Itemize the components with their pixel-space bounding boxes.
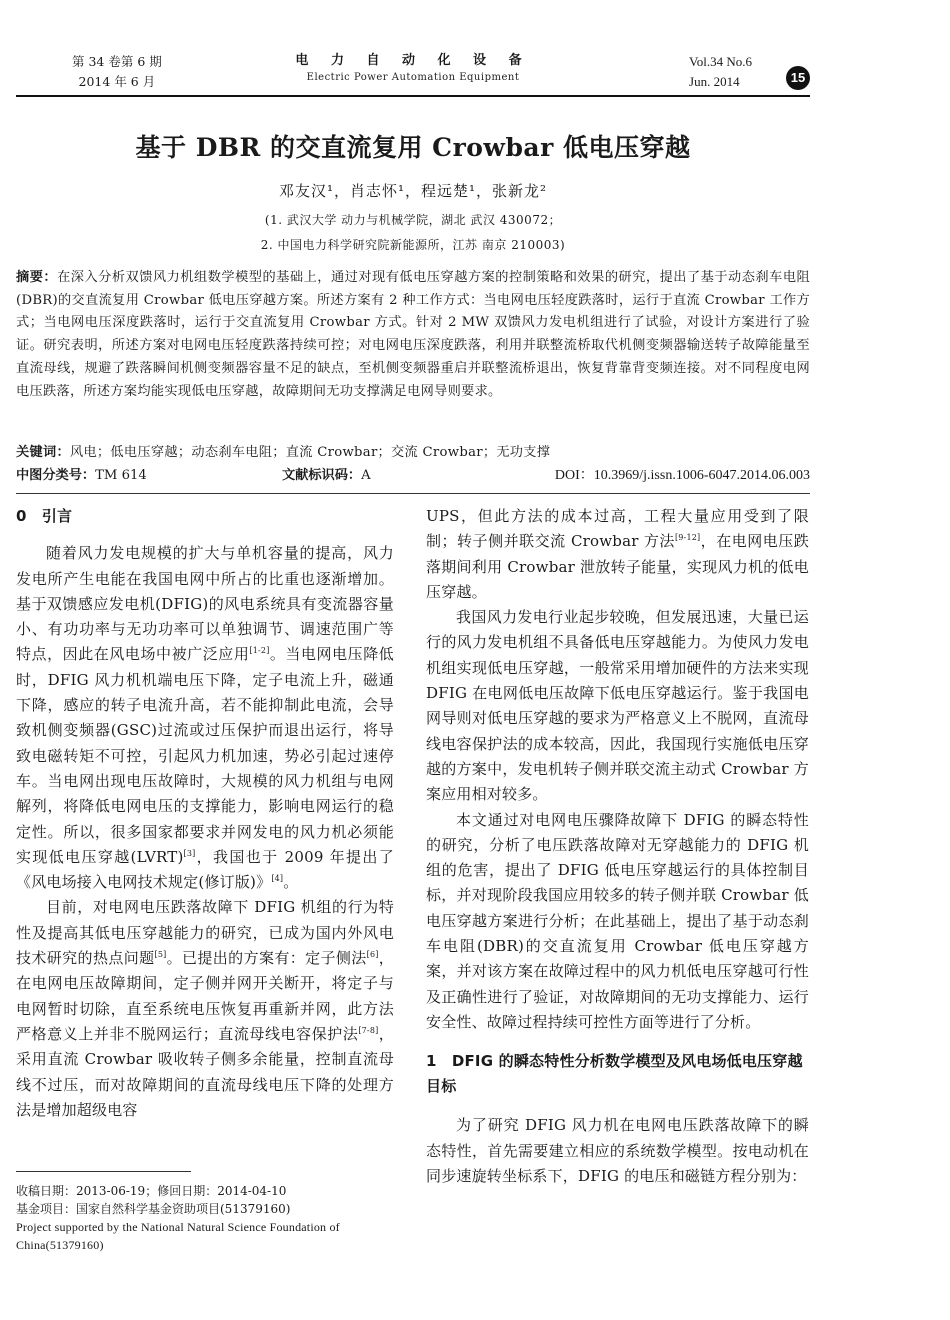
citation[interactable]: [9-12] [674, 533, 701, 543]
paragraph: 本文通过对电网电压骤降故障下 DFIG 的瞬态特性的研究，分析了电压跌落故障对无穿越能力的 DFIG 机组的危害，提出了 DFIG 低电压穿越运行的具体控制目标，并对现阶段我国应用较多的转子侧并联 Crowbar 低电压穿越方案进行分析；在此基础上，提出了基于动态刹车电阻(DBR)的交直流复用 Crowbar 低电压穿越方案，并对该方案在故障过程中的风力机低电压穿越可行性及正确性进行了验证，对故障期间的无功支撑能力、运行安全性、故障过程持续可控性方面等进行了分析。 [426, 810, 809, 1031]
keywords-text: 风电；低电压穿越；动态刹车电阻；直流 Crowbar；交流 Crowbar；无功支撑 [69, 445, 551, 460]
clc-number: 中图分类号：TM 614 [16, 468, 147, 483]
keywords-label: 关键词： [16, 445, 70, 460]
authors: 邓友汉¹，肖志怀¹，程远楚¹，张新龙² [278, 182, 548, 200]
paper-title: 基于 DBR 的交直流复用 Crowbar 低电压穿越 [135, 133, 691, 162]
citation[interactable]: [5] [154, 950, 167, 960]
header-rule [16, 95, 810, 97]
footnote-fund: 基金项目：国家自然科学基金资助项目(51379160) [16, 1202, 291, 1216]
paragraph: 为了研究 DFIG 风力机在电网电压跌落故障下的瞬态特性，首先需要建立相应的系统数学模型。按电动机在同步速旋转坐标系下，DFIG 的电压和磁链方程分别为： [426, 1116, 809, 1185]
citation[interactable]: [7-8] [358, 1025, 379, 1035]
keywords [16, 443, 810, 463]
issue-cn: 第 34 卷第 6 期 [72, 54, 162, 69]
right-column [426, 504, 809, 1189]
footnote-fund-en: Project supported by the National Natural Science Foundation of China(51379160) [16, 1220, 340, 1252]
footnote-rule [16, 1171, 191, 1172]
issue-info-en [689, 52, 752, 92]
paragraph: 目前，对电网电压跌落故障下 DFIG 机组的行为特性及提高其低电压穿越能力的研究，已成为国内外风电技术研究的热点问题[5]。已提出的方案有：定子侧法[6]，在电网电压故障期间，定子侧并网开关断开，将定子与电网暂时切除，直至系统电压恢复再重新并网，此方法严格意义上并非不脱网运行；直流母线电容保护法[7-8]，采用直流 Crowbar 吸收转子侧多余能量，控制直流母线不过压，而对故障期间的直流母线电压下降的处理方法是增加超级电容 [16, 898, 394, 1119]
left-column [16, 504, 394, 1123]
citation[interactable]: [4] [271, 874, 284, 884]
abstract [16, 267, 810, 403]
footnote-dates: 收稿日期：2013-06-19；修回日期：2014-04-10 [16, 1184, 287, 1198]
journal-name-en: Electric Power Automation Equipment [306, 72, 520, 83]
running-header [16, 50, 810, 94]
abstract-text: 在深入分析双馈风力机组数学模型的基础上，通过对现有低电压穿越方案的控制策略和效果的研究，提出了基于动态刹车电阻(DBR)的交直流复用 Crowbar 低电压穿越方案。所述方案有 2 种工作方式：当电网电压轻度跌落时，运行于直流 Crowbar 工作方式；当电网电压深度跌落时，运行于交直流复用 Crowbar 方式。针对 2 MW 双馈风力发电机组进行了试验，对设计方案进行了验证。研究表明，所述方案对电网电压轻度跌落持续可控；对电网电压深度跌落，利用并联整流桥取代机侧变频器输送转子故障能量至直流母线，规避了跌落瞬间机侧变频器容量不足的缺点，至机侧变频器重启并联整流桥退出，恢复背靠背变频连接。对不同程度电网电压跌落，所述方案均能实现低电压穿越，故障期间无功支撑满足电网导则要求。 [16, 270, 811, 399]
citation[interactable]: [6] [366, 950, 379, 960]
affiliation-1: (1. 武汉大学 动力与机械学院，湖北 武汉 430072； [264, 213, 562, 227]
abstract-label: 摘要： [16, 270, 58, 285]
footnote [16, 1182, 396, 1254]
volume-en: Vol.34 No.6 [689, 54, 752, 69]
affiliation-2: 2. 中国电力科学研究院新能源所，江苏 南京 210003) [260, 238, 566, 252]
paragraph: UPS，但此方法的成本过高，工程大量应用受到了限制；转子侧并联交流 Crowbar 方法[9-12]，在电网电压跌落期间利用 Crowbar 泄放转子能量，实现风力机的低电压穿越。 [426, 507, 809, 601]
section-0-heading: 0 引言 [16, 507, 73, 525]
citation[interactable]: [3] [183, 848, 196, 858]
document-code: 文献标识码：A [282, 468, 371, 483]
page-number-badge: 15 [786, 66, 810, 90]
date-cn: 2014 年 6 月 [78, 74, 156, 89]
date-en: Jun. 2014 [689, 74, 740, 89]
journal-name-cn: 电 力 自 动 化 设 备 [295, 53, 531, 68]
section-1-heading: 1 DFIG 的瞬态特性分析数学模型及风电场低电压穿越目标 [426, 1052, 803, 1096]
paragraph: 随着风力发电规模的扩大与单机容量的提高，风力发电所产生电能在我国电网中所占的比重也逐渐增加。基于双馈感应发电机(DFIG)的风电系统具有变流器容量小、有功功率与无功功率可以单独调节、调速范围广等特点，因此在风电场中被广泛应用[1-2]。当电网电压降低时，DFIG 风力机机端电压下降，定子电流上升，磁通下降，感应的转子电流升高，若不能抑制此电流，会导致机侧变频器(GSC)过流或过压保护而退出运行，将导致电磁转矩不可控，引起风力机加速，势必引起过速停车。当电网出现电压故障时，大规模的风力机组与电网解列，将降低电网电压的支撑能力，影响电网运行的稳定性。所以，很多国家都要求并网发电的风力机必须能实现低电压穿越(LVRT)[3]，我国也于 2009 年提出了《风电场接入电网技术规定(修订版)》[4]。 [16, 544, 394, 892]
abstract-separator [16, 493, 810, 494]
citation[interactable]: [1-2] [249, 646, 270, 656]
paragraph: 我国风力发电行业起步较晚，但发展迅速，大量已运行的风力发电机组不具备低电压穿越能力。为使风力发电机组实现低电压穿越，一般常采用增加硬件的方法来实现 DFIG 在电网低电压故障下低电压穿越运行。鉴于我国电网导则对低电压穿越的要求为严格意义上不脱网，直流母线电容保护法的成本较高，因此，我国现行实施低电压穿越的方案中，发电机转子侧并联交流主动式 Crowbar 方案应用相对较多。 [426, 608, 809, 804]
doi: DOI：10.3969/j.issn.1006-6047.2014.06.003 [554, 468, 810, 483]
